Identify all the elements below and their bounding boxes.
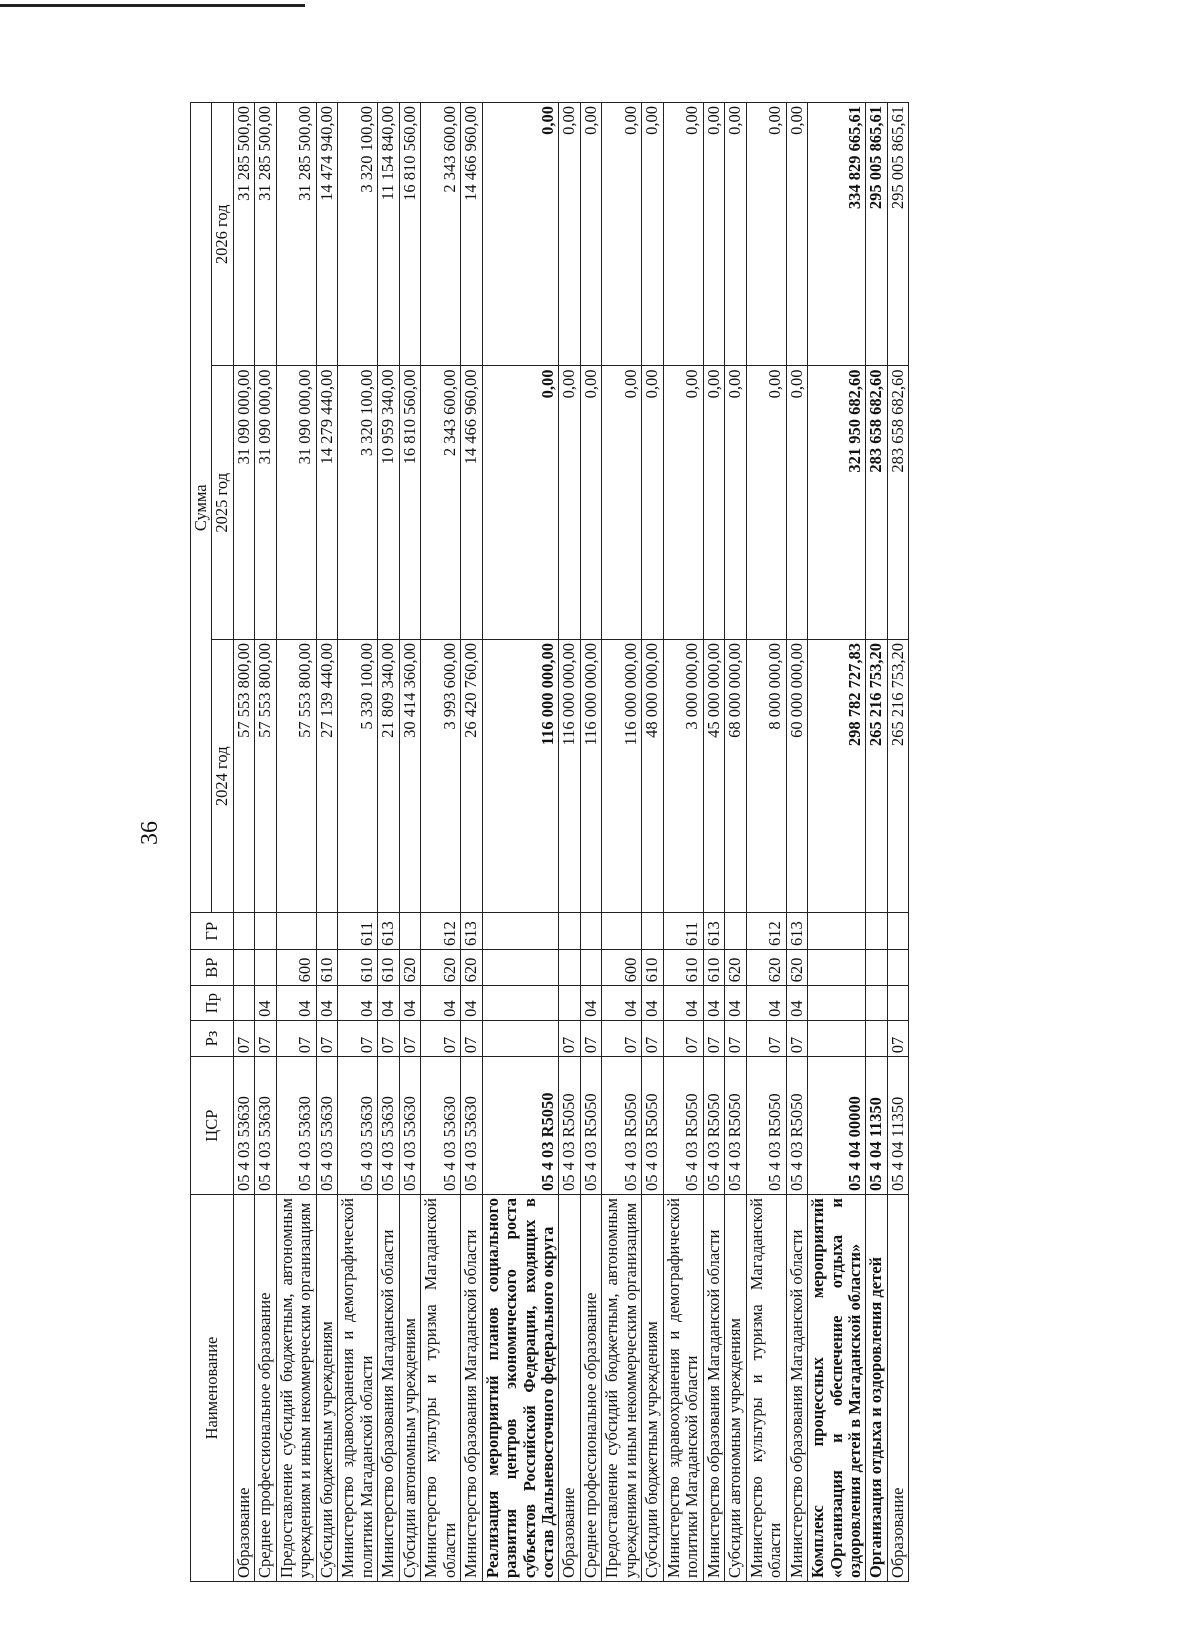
cell-2026: 0,00 — [642, 103, 663, 366]
cell-csr: 05 4 03 R5050 — [725, 1057, 746, 1195]
cell-gr: 613 — [703, 913, 724, 949]
cell-vr — [887, 949, 908, 985]
cell-gr — [255, 913, 276, 949]
header-vr: ВР — [191, 949, 234, 985]
table-row — [233, 103, 254, 1582]
cell-csr: 05 4 03 R5050 — [559, 1057, 580, 1195]
cell-2024: 116 000 000,00 — [559, 639, 580, 913]
cell-2026: 295 005 865,61 — [887, 103, 908, 366]
table-row — [746, 103, 786, 1582]
cell-2026: 11 154 840,00 — [378, 103, 399, 366]
cell-2026: 0,00 — [559, 103, 580, 366]
cell-2024: 30 414 360,00 — [399, 639, 420, 913]
cell-pr: 04 — [316, 986, 337, 1020]
cell-name: Реализация мероприятий планов социального развития центров экономического роста субъектов Российской Федерации, входящих в состав Дальневосточного федерального округа — [482, 1195, 559, 1582]
top-rule — [0, 4, 305, 7]
cell-pr: 04 — [276, 986, 316, 1020]
cell-rz: 07 — [316, 1020, 337, 1056]
cell-name: Предоставление субсидий бюджетным, автономным учреждениям и иным некоммерческим организациям — [602, 1195, 642, 1582]
table-row — [642, 103, 663, 1582]
cell-gr: 612 — [421, 913, 461, 949]
cell-pr — [887, 986, 908, 1020]
cell-gr — [725, 913, 746, 949]
table-row — [482, 103, 559, 1582]
cell-2025: 0,00 — [725, 366, 746, 640]
cell-2026: 14 474 940,00 — [316, 103, 337, 366]
cell-2026: 31 285 500,00 — [276, 103, 316, 366]
table-sheet — [190, 102, 1080, 1582]
cell-2024: 60 000 000,00 — [786, 639, 807, 913]
cell-2026: 14 466 960,00 — [461, 103, 482, 366]
cell-2024: 26 420 760,00 — [461, 639, 482, 913]
cell-csr: 05 4 03 R5050 — [580, 1057, 601, 1195]
cell-name: Министерство здравоохранения и демографической политики Магаданской области — [338, 1195, 378, 1582]
cell-2024: 116 000 000,00 — [602, 639, 642, 913]
cell-name: Субсидии автономным учреждениям — [399, 1195, 420, 1582]
cell-2025: 2 343 600,00 — [421, 366, 461, 640]
cell-2026: 3 320 100,00 — [338, 103, 378, 366]
cell-2025: 0,00 — [786, 366, 807, 640]
cell-rz: 07 — [746, 1020, 786, 1056]
cell-name: Министерство образования Магаданской области — [703, 1195, 724, 1582]
table-row — [276, 103, 316, 1582]
cell-2025: 0,00 — [602, 366, 642, 640]
cell-pr: 04 — [378, 986, 399, 1020]
table-row — [421, 103, 461, 1582]
cell-rz: 07 — [559, 1020, 580, 1056]
cell-2025: 3 320 100,00 — [338, 366, 378, 640]
cell-pr — [559, 986, 580, 1020]
cell-csr: 05 4 03 R5050 — [746, 1057, 786, 1195]
cell-vr: 620 — [746, 949, 786, 985]
table-row — [559, 103, 580, 1582]
cell-name: Субсидии бюджетным учреждениям — [642, 1195, 663, 1582]
cell-2024: 57 553 800,00 — [233, 639, 254, 913]
table-row — [316, 103, 337, 1582]
cell-vr — [559, 949, 580, 985]
table-row — [887, 103, 908, 1582]
cell-gr — [399, 913, 420, 949]
cell-rz: 07 — [663, 1020, 703, 1056]
cell-rz: 07 — [642, 1020, 663, 1056]
cell-csr: 05 4 03 53630 — [399, 1057, 420, 1195]
cell-rz: 07 — [602, 1020, 642, 1056]
cell-2026: 334 829 665,61 — [808, 103, 866, 366]
cell-2026: 0,00 — [725, 103, 746, 366]
cell-rz — [808, 1020, 866, 1056]
cell-csr: 05 4 03 R5050 — [482, 1057, 559, 1195]
table-row — [725, 103, 746, 1582]
cell-name: Организация отдыха и оздоровления детей — [866, 1195, 887, 1582]
cell-gr: 611 — [338, 913, 378, 949]
cell-2024: 21 809 340,00 — [378, 639, 399, 913]
cell-rz: 07 — [276, 1020, 316, 1056]
cell-pr — [233, 986, 254, 1020]
header-2026: 2026 год — [212, 103, 233, 366]
cell-vr — [808, 949, 866, 985]
cell-2026: 0,00 — [602, 103, 642, 366]
cell-gr — [559, 913, 580, 949]
cell-2024: 57 553 800,00 — [276, 639, 316, 913]
header-gr: ГР — [191, 913, 234, 949]
cell-gr: 611 — [663, 913, 703, 949]
cell-vr: 620 — [461, 949, 482, 985]
cell-vr — [255, 949, 276, 985]
cell-csr: 05 4 04 11350 — [866, 1057, 887, 1195]
cell-pr: 04 — [725, 986, 746, 1020]
cell-gr — [642, 913, 663, 949]
cell-pr: 04 — [663, 986, 703, 1020]
cell-vr: 610 — [378, 949, 399, 985]
cell-2025: 0,00 — [663, 366, 703, 640]
cell-2026: 31 285 500,00 — [233, 103, 254, 366]
cell-name: Комплекс процессных мероприятий «Организация и обеспечение отдыха и оздоровления детей в Магаданской области» — [808, 1195, 866, 1582]
cell-2025: 0,00 — [703, 366, 724, 640]
cell-rz: 07 — [399, 1020, 420, 1056]
cell-csr: 05 4 03 53630 — [421, 1057, 461, 1195]
cell-name: Среднее профессиональное образование — [255, 1195, 276, 1582]
rotated-table-wrapper — [190, 102, 1080, 1582]
cell-2024: 5 330 100,00 — [338, 639, 378, 913]
cell-rz: 07 — [786, 1020, 807, 1056]
cell-2024: 3 000 000,00 — [663, 639, 703, 913]
cell-name: Образование — [887, 1195, 908, 1582]
cell-csr: 05 4 03 R5050 — [602, 1057, 642, 1195]
cell-rz: 07 — [887, 1020, 908, 1056]
cell-vr — [580, 949, 601, 985]
cell-vr: 600 — [276, 949, 316, 985]
cell-vr: 610 — [316, 949, 337, 985]
cell-gr — [887, 913, 908, 949]
table-row — [461, 103, 482, 1582]
cell-2024: 298 782 727,83 — [808, 639, 866, 913]
cell-rz — [866, 1020, 887, 1056]
cell-2024: 68 000 000,00 — [725, 639, 746, 913]
cell-pr: 04 — [642, 986, 663, 1020]
cell-2025: 0,00 — [642, 366, 663, 640]
cell-2026: 0,00 — [746, 103, 786, 366]
table-row — [808, 103, 866, 1582]
cell-pr — [482, 986, 559, 1020]
cell-2024: 3 993 600,00 — [421, 639, 461, 913]
cell-pr: 04 — [602, 986, 642, 1020]
page-number: 36 — [137, 821, 163, 845]
cell-pr: 04 — [338, 986, 378, 1020]
cell-name: Министерство образования Магаданской области — [461, 1195, 482, 1582]
cell-rz — [482, 1020, 559, 1056]
cell-pr — [808, 986, 866, 1020]
cell-rz: 07 — [461, 1020, 482, 1056]
cell-rz: 07 — [378, 1020, 399, 1056]
cell-2024: 57 553 800,00 — [255, 639, 276, 913]
header-sum: Сумма — [191, 103, 212, 913]
table-row — [866, 103, 887, 1582]
cell-2026: 295 005 865,61 — [866, 103, 887, 366]
table-row — [255, 103, 276, 1582]
cell-pr: 04 — [421, 986, 461, 1020]
cell-name: Министерство здравоохранения и демографической политики Магаданской области — [663, 1195, 703, 1582]
cell-name: Министерство культуры и туризма Магаданской области — [746, 1195, 786, 1582]
cell-vr — [482, 949, 559, 985]
cell-gr — [808, 913, 866, 949]
header-pr: Пр — [191, 986, 234, 1020]
cell-rz: 07 — [255, 1020, 276, 1056]
cell-gr: 613 — [786, 913, 807, 949]
cell-vr: 620 — [786, 949, 807, 985]
header-2025: 2025 год — [212, 366, 233, 640]
cell-csr: 05 4 03 53630 — [233, 1057, 254, 1195]
cell-rz: 07 — [725, 1020, 746, 1056]
cell-2025: 0,00 — [580, 366, 601, 640]
cell-2025: 0,00 — [559, 366, 580, 640]
cell-vr: 620 — [399, 949, 420, 985]
table-row — [338, 103, 378, 1582]
cell-vr: 610 — [703, 949, 724, 985]
cell-pr: 04 — [746, 986, 786, 1020]
cell-2024: 45 000 000,00 — [703, 639, 724, 913]
table-body — [233, 103, 908, 1582]
cell-2024: 48 000 000,00 — [642, 639, 663, 913]
cell-2026: 0,00 — [482, 103, 559, 366]
cell-2026: 31 285 500,00 — [255, 103, 276, 366]
cell-2025: 31 090 000,00 — [276, 366, 316, 640]
cell-csr: 05 4 03 53630 — [338, 1057, 378, 1195]
header-rz: Рз — [191, 1020, 234, 1056]
cell-name: Среднее профессиональное образование — [580, 1195, 601, 1582]
cell-2026: 0,00 — [786, 103, 807, 366]
cell-name: Образование — [233, 1195, 254, 1582]
table-row — [703, 103, 724, 1582]
cell-pr — [866, 986, 887, 1020]
cell-vr: 620 — [421, 949, 461, 985]
cell-2026: 0,00 — [580, 103, 601, 366]
cell-rz: 07 — [421, 1020, 461, 1056]
cell-csr: 05 4 03 R5050 — [786, 1057, 807, 1195]
header-csr: ЦСР — [191, 1057, 234, 1195]
cell-gr — [316, 913, 337, 949]
header-name: Наименование — [191, 1195, 234, 1582]
table-row — [399, 103, 420, 1582]
cell-2025: 14 279 440,00 — [316, 366, 337, 640]
cell-vr: 600 — [602, 949, 642, 985]
cell-rz: 07 — [703, 1020, 724, 1056]
cell-csr: 05 4 04 00000 — [808, 1057, 866, 1195]
cell-2024: 8 000 000,00 — [746, 639, 786, 913]
cell-gr — [602, 913, 642, 949]
cell-name: Министерство образования Магаданской области — [378, 1195, 399, 1582]
cell-gr — [233, 913, 254, 949]
cell-name: Субсидии автономным учреждениям — [725, 1195, 746, 1582]
cell-2026: 0,00 — [703, 103, 724, 366]
cell-2025: 283 658 682,60 — [866, 366, 887, 640]
cell-gr — [276, 913, 316, 949]
cell-csr: 05 4 03 53630 — [316, 1057, 337, 1195]
cell-csr: 05 4 03 R5050 — [642, 1057, 663, 1195]
cell-vr: 610 — [338, 949, 378, 985]
cell-rz: 07 — [338, 1020, 378, 1056]
table-row — [602, 103, 642, 1582]
cell-gr — [866, 913, 887, 949]
cell-2026: 16 810 560,00 — [399, 103, 420, 366]
cell-csr: 05 4 04 11350 — [887, 1057, 908, 1195]
cell-pr: 04 — [255, 986, 276, 1020]
table-row — [786, 103, 807, 1582]
table-row — [663, 103, 703, 1582]
cell-name: Министерство культуры и туризма Магаданской области — [421, 1195, 461, 1582]
table-row — [378, 103, 399, 1582]
cell-gr: 612 — [746, 913, 786, 949]
header-2024: 2024 год — [212, 639, 233, 913]
cell-rz: 07 — [233, 1020, 254, 1056]
cell-2026: 0,00 — [663, 103, 703, 366]
cell-csr: 05 4 03 53630 — [255, 1057, 276, 1195]
cell-2025: 10 959 340,00 — [378, 366, 399, 640]
cell-2025: 16 810 560,00 — [399, 366, 420, 640]
cell-2024: 265 216 753,20 — [887, 639, 908, 913]
header-row-1 — [191, 103, 212, 1582]
cell-csr: 05 4 03 R5050 — [703, 1057, 724, 1195]
cell-name: Образование — [559, 1195, 580, 1582]
cell-2025: 321 950 682,60 — [808, 366, 866, 640]
cell-rz: 07 — [580, 1020, 601, 1056]
cell-csr: 05 4 03 53630 — [378, 1057, 399, 1195]
cell-vr: 610 — [642, 949, 663, 985]
cell-gr: 613 — [461, 913, 482, 949]
cell-vr — [866, 949, 887, 985]
table-row — [580, 103, 601, 1582]
cell-2024: 27 139 440,00 — [316, 639, 337, 913]
cell-csr: 05 4 03 53630 — [276, 1057, 316, 1195]
cell-pr: 04 — [580, 986, 601, 1020]
cell-name: Субсидии бюджетным учреждениям — [316, 1195, 337, 1582]
budget-table — [190, 102, 909, 1582]
cell-csr: 05 4 03 R5050 — [663, 1057, 703, 1195]
cell-2024: 265 216 753,20 — [866, 639, 887, 913]
cell-csr: 05 4 03 53630 — [461, 1057, 482, 1195]
cell-2024: 116 000 000,00 — [580, 639, 601, 913]
cell-pr: 04 — [703, 986, 724, 1020]
cell-gr: 613 — [378, 913, 399, 949]
cell-gr — [580, 913, 601, 949]
cell-pr: 04 — [461, 986, 482, 1020]
cell-2025: 31 090 000,00 — [255, 366, 276, 640]
cell-2025: 283 658 682,60 — [887, 366, 908, 640]
cell-2024: 116 000 000,00 — [482, 639, 559, 913]
cell-2026: 2 343 600,00 — [421, 103, 461, 366]
cell-vr: 610 — [663, 949, 703, 985]
cell-pr: 04 — [399, 986, 420, 1020]
cell-vr: 620 — [725, 949, 746, 985]
cell-2025: 31 090 000,00 — [233, 366, 254, 640]
cell-2025: 14 466 960,00 — [461, 366, 482, 640]
cell-name: Министерство образования Магаданской области — [786, 1195, 807, 1582]
cell-2025: 0,00 — [482, 366, 559, 640]
cell-name: Предоставление субсидий бюджетным, автономным учреждениям и иным некоммерческим организациям — [276, 1195, 316, 1582]
cell-gr — [482, 913, 559, 949]
cell-vr — [233, 949, 254, 985]
cell-2025: 0,00 — [746, 366, 786, 640]
cell-pr: 04 — [786, 986, 807, 1020]
